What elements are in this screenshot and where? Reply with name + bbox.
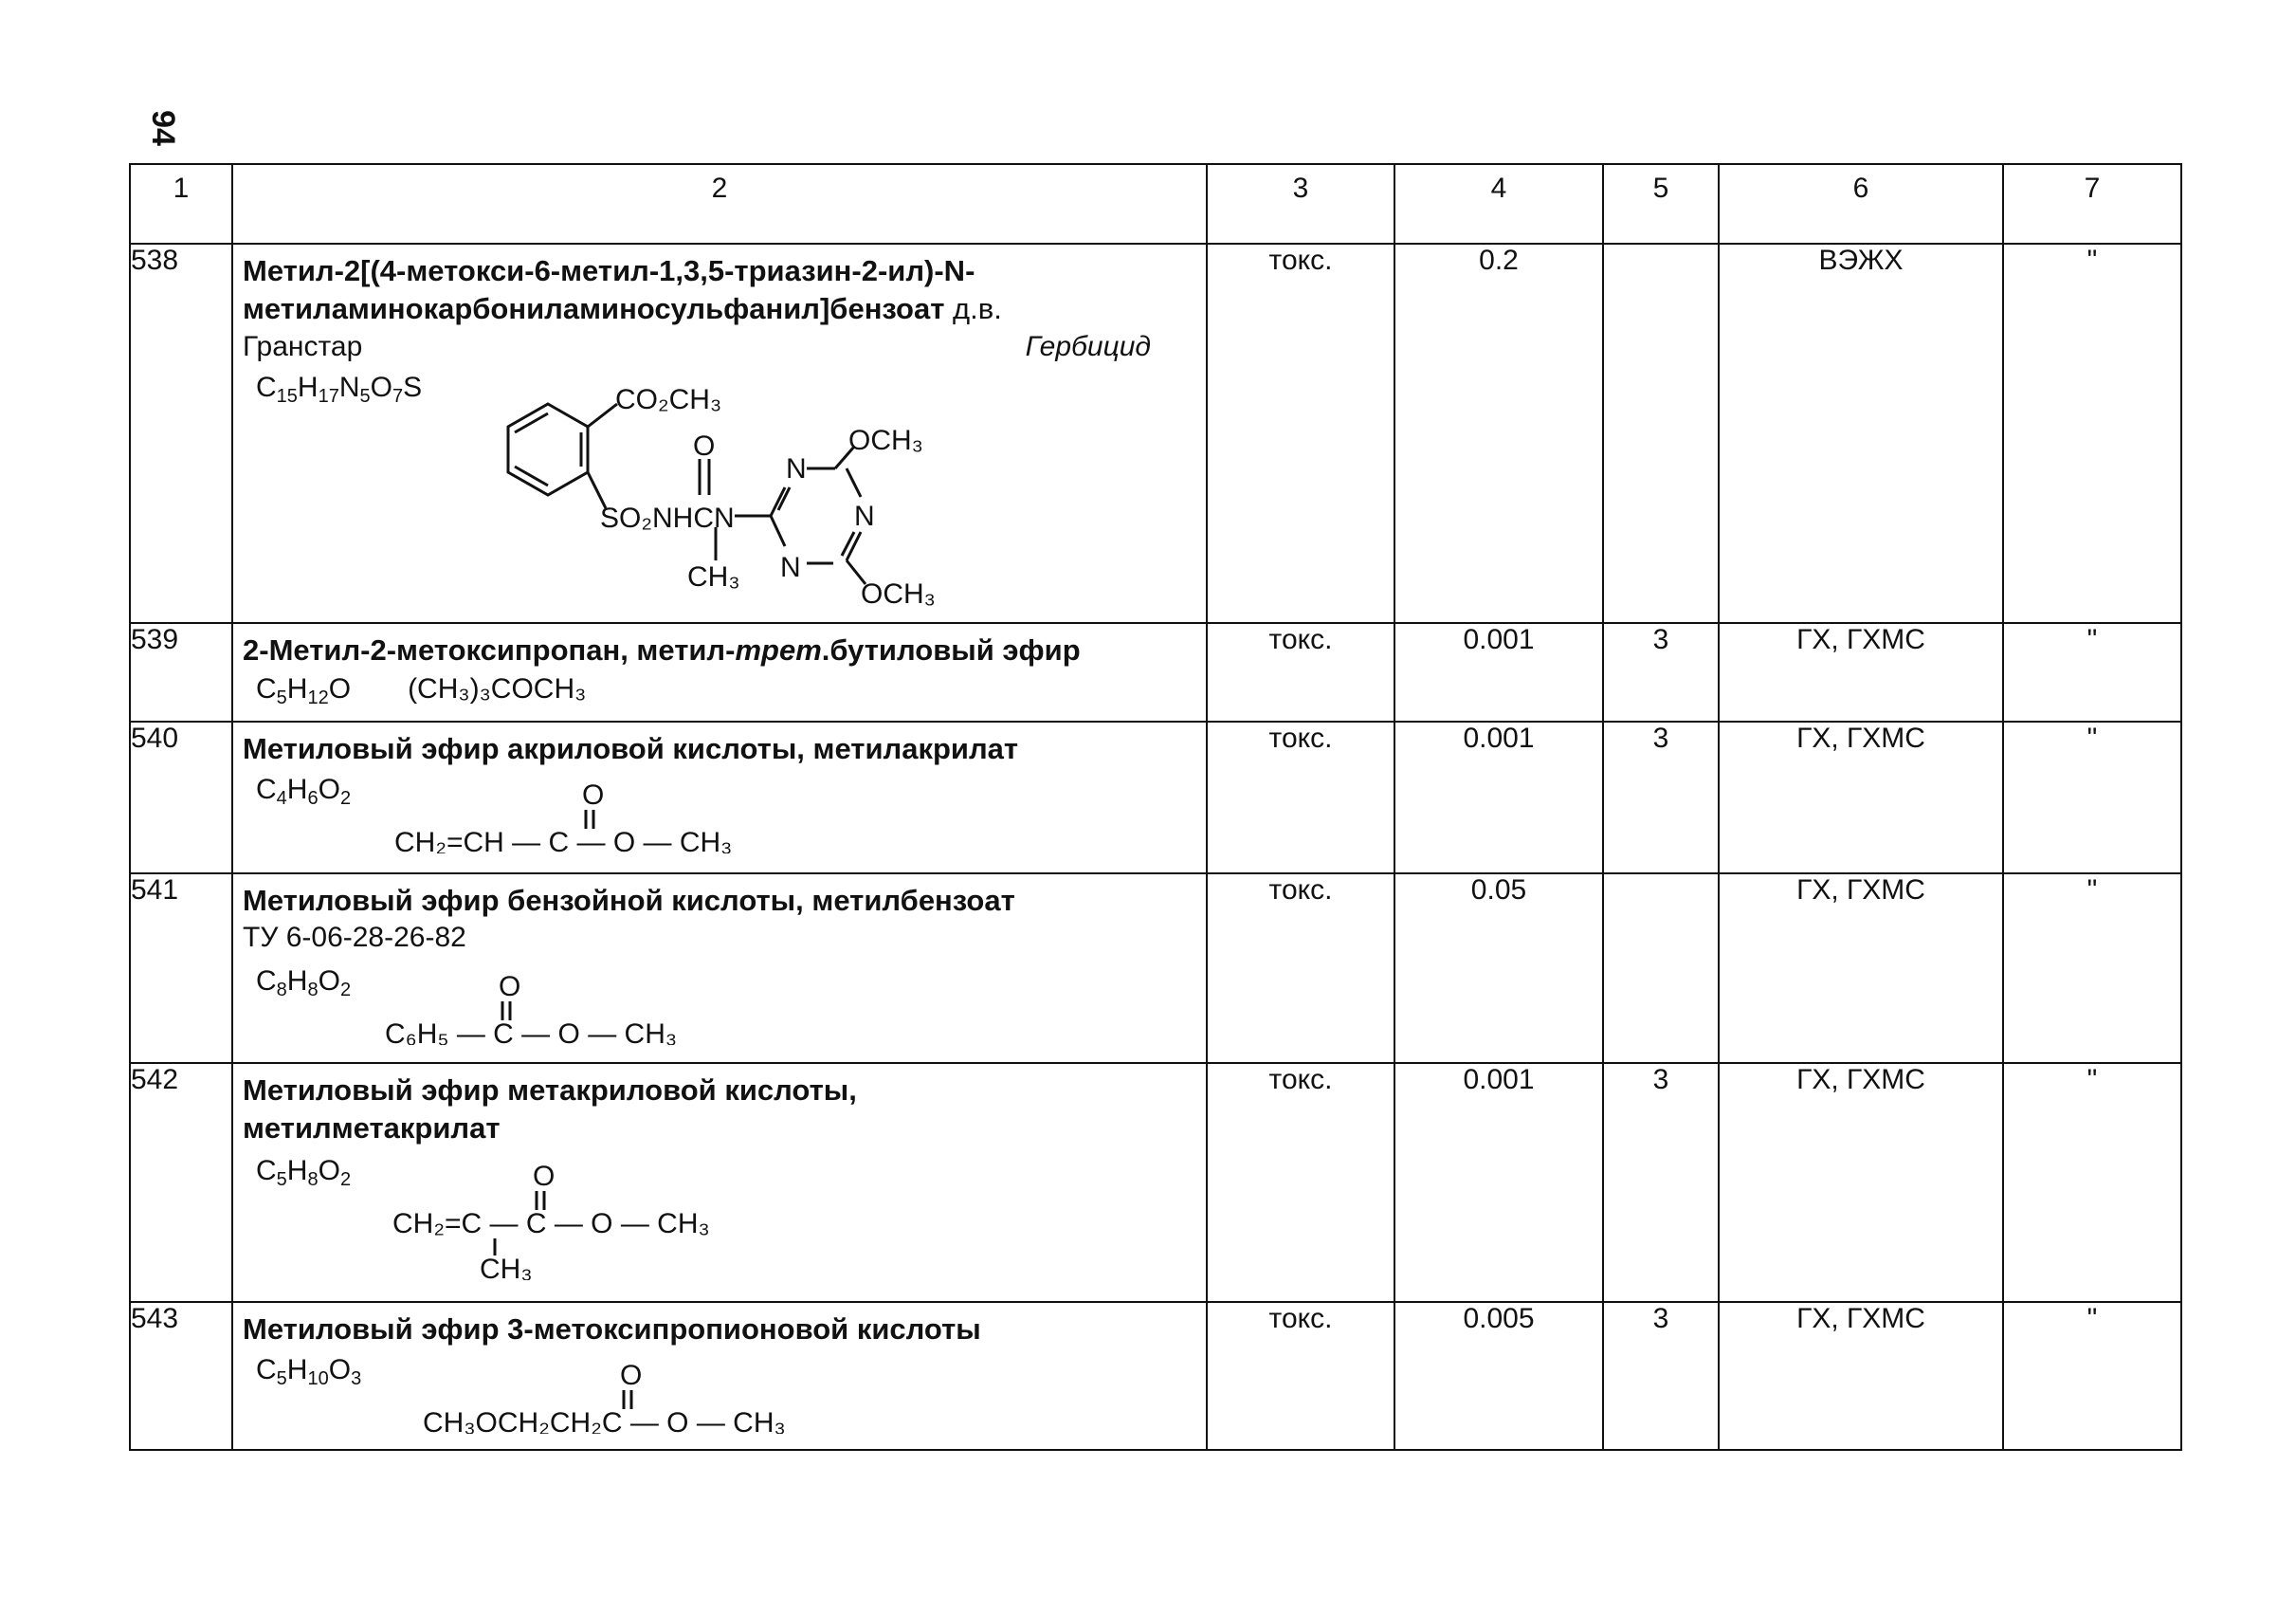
methyl-branch-label: CH₃ [480,1254,533,1280]
table-row [130,873,2181,1063]
row-id: 539 [130,623,232,722]
method-cell: ГХ, ГХМС [1719,722,2003,873]
table-row [130,722,2181,873]
method-cell: ГХ, ГХМС [1719,1302,2003,1450]
row-id: 543 [130,1302,232,1450]
substance-name-part: .бутиловый эфир [821,633,1081,667]
structure-diagram [385,973,840,1045]
row-id: 541 [130,873,232,1063]
class-cell: токс. [1207,1302,1394,1450]
hazard-cell [1603,873,1719,1063]
note-cell: " [2003,1063,2181,1302]
header-row [130,164,2181,244]
trade-name: Гранстар [243,331,363,362]
spec-number: ТУ 6-06-28-26-82 [243,922,466,953]
table-row [130,1063,2181,1302]
use-type: Гербицид [1025,331,1151,362]
ring-n1-label: N [786,453,807,485]
table-row [130,244,2181,623]
substance-name-line1: Метиловый эфир метакриловой кислоты, [243,1073,857,1107]
substance-name-line2: метилметакрилат [243,1111,501,1145]
value-cell: 0.05 [1394,873,1603,1063]
table-row [130,1302,2181,1450]
carbonyl-o-label: O [582,781,605,811]
structural-formula: (CH₃)₃COCH₃ [408,673,587,705]
method-cell: ГХ, ГХМС [1719,1063,2003,1302]
substance-name [243,252,1196,328]
method-cell: ВЭЖХ [1719,244,2003,623]
col-header-5: 5 [1603,164,1719,244]
row-id: 542 [130,1063,232,1302]
class-cell: токс. [1207,244,1394,623]
value-cell: 0.001 [1394,623,1603,722]
row-id: 538 [130,244,232,623]
carbonyl-o-label: O [499,973,521,1002]
och3-bottom-label: OCH₃ [861,578,937,610]
hazard-cell: 3 [1603,1302,1719,1450]
substance-cell [232,623,1207,722]
structure-line: C₆H₅ — C — O — CH₃ [385,1018,678,1045]
value-cell: 0.001 [1394,722,1603,873]
structure-line: CH₃OCH₂CH₂C — O — CH₃ [423,1407,786,1434]
substance-name: Метиловый эфир 3-метоксипропионовой кислоты [243,1312,981,1346]
substance-name-italic: трет [735,633,822,667]
substance-cell [232,244,1207,623]
col-header-4: 4 [1394,164,1603,244]
carbonyl-o-label: O [693,431,716,462]
structure-diagram [423,1362,916,1434]
co2ch3-label: CO₂CH₃ [615,384,722,415]
table-row [130,623,2181,722]
hazard-cell: 3 [1603,1063,1719,1302]
structure-line: CH₂=CH — C — O — CH₃ [394,827,733,853]
hazard-cell [1603,244,1719,623]
note-cell: " [2003,623,2181,722]
hazard-cell: 3 [1603,722,1719,873]
col-header-7: 7 [2003,164,2181,244]
molecular-formula: $C_5H_{10}O_3$ [256,1354,362,1389]
carbonyl-o-label: O [533,1163,556,1192]
value-cell: 0.2 [1394,244,1603,623]
col-header-6: 6 [1719,164,2003,244]
so2nhcn-label: SO₂NHCN [600,503,735,534]
ring-n3-label: N [780,552,801,583]
substance-cell [232,722,1207,873]
molecular-formula: $C_5H_8O_2$ [256,1155,352,1190]
method-cell: ГХ, ГХМС [1719,873,2003,1063]
class-cell: токс. [1207,722,1394,873]
structure-diagram [392,1163,885,1280]
col-header-2: 2 [232,164,1207,244]
substance-cell [232,1063,1207,1302]
hazard-cell: 3 [1603,623,1719,722]
col-header-1: 1 [130,164,232,244]
n-methyl-label: CH₃ [687,561,740,593]
class-cell: токс. [1207,873,1394,1063]
col-header-3: 3 [1207,164,1394,244]
note-cell: " [2003,873,2181,1063]
substance-name: Метиловый эфир акриловой кислоты, метилакрилат [243,732,1019,765]
structure-diagram [458,366,989,613]
structure-line: CH₂=C — C — O — CH₃ [392,1208,710,1239]
substance-name [243,632,1196,669]
substance-cell [232,1302,1207,1450]
molecular-formula: $C_{15}H_{17}N_5O_7S$ [256,372,423,407]
note-cell: " [2003,1302,2181,1450]
och3-top-label: OCH₃ [848,425,924,456]
value-cell: 0.005 [1394,1302,1603,1450]
molecular-formula: $C_5H_{12}O$ (CH₃)₃COCH₃ [256,673,587,708]
molecular-formula: $C_8H_8O_2$ [256,965,352,1000]
substance-name-suffix: д.в. [953,292,1002,325]
substance-name: Метиловый эфир бензойной кислоты, метилбензоат [243,884,1015,917]
structure-diagram [394,781,887,853]
value-cell: 0.001 [1394,1063,1603,1302]
molecular-formula: $C_4H_6O_2$ [256,774,352,809]
note-cell: " [2003,722,2181,873]
class-cell: токс. [1207,1063,1394,1302]
class-cell: токс. [1207,623,1394,722]
ring-n2-label: N [854,501,875,532]
carbonyl-o-label: O [620,1362,643,1391]
substance-cell [232,873,1207,1063]
row-id: 540 [130,722,232,873]
note-cell: " [2003,244,2181,623]
page-number: 94 [145,110,181,146]
substance-name-part: 2-Метил-2-метоксипропан, метил- [243,633,736,667]
method-cell: ГХ, ГХМС [1719,623,2003,722]
substance-table [129,163,2182,1451]
substance-name-text: Метил-2[(4-метокси-6-метил-1,3,5-триазин-2-ил)-N-метиламинокарбониламиносульфанил]бензоат [243,254,975,325]
